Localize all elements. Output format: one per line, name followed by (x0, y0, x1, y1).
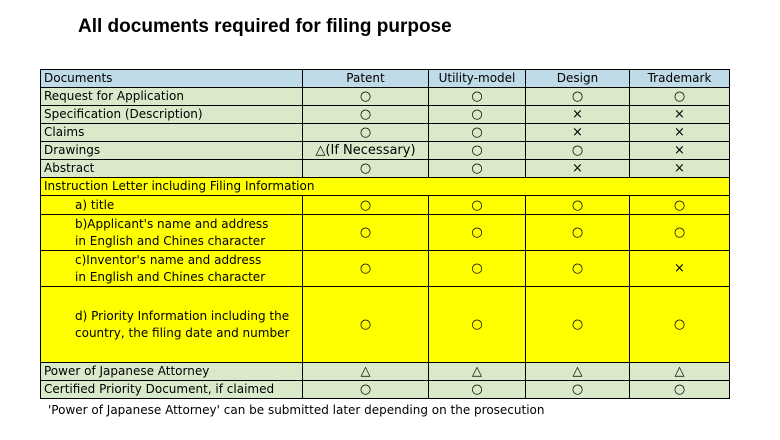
cell-trademark: × (630, 251, 730, 287)
table-header-row (41, 70, 730, 88)
cell-utility-model: ○ (429, 251, 526, 287)
table-row (41, 106, 730, 124)
cell-patent: ○ (303, 160, 429, 178)
table-row (41, 142, 730, 160)
header-patent: Patent (303, 70, 429, 88)
table-row (41, 287, 730, 363)
cell-trademark: × (630, 160, 730, 178)
header-trademark: Trademark (630, 70, 730, 88)
row-label-line: b)Applicant's name and address (75, 216, 269, 231)
cell-patent: ○ (303, 287, 429, 363)
cell-design: × (526, 106, 630, 124)
cell-design: ○ (526, 142, 630, 160)
cell-utility-model: ○ (429, 287, 526, 363)
row-label: Specification (Description) (41, 106, 303, 124)
row-label-line: in English and Chines character (75, 233, 266, 248)
cell-design: ○ (526, 196, 630, 215)
cell-trademark: × (630, 124, 730, 142)
cell-design: △ (526, 363, 630, 381)
cell-patent: ○ (303, 251, 429, 287)
cell-patent: ○ (303, 88, 429, 106)
instruction-section-row (41, 178, 730, 196)
cell-utility-model: ○ (429, 381, 526, 399)
row-label (41, 251, 303, 287)
cell-utility-model: ○ (429, 160, 526, 178)
cell-patent: △ (303, 363, 429, 381)
cell-patent: ○ (303, 196, 429, 215)
cell-utility-model: ○ (429, 106, 526, 124)
cell-patent: ○ (303, 124, 429, 142)
footnote: 'Power of Japanese Attorney' can be submitted later depending on the prosecution (48, 403, 545, 417)
cell-design: × (526, 160, 630, 178)
cell-design: ○ (526, 381, 630, 399)
instruction-heading: Instruction Letter including Filing Information (41, 178, 730, 196)
cell-design: × (526, 124, 630, 142)
header-documents: Documents (41, 70, 303, 88)
cell-trademark: △ (630, 363, 730, 381)
table-row (41, 88, 730, 106)
row-label: Certified Priority Document, if claimed (41, 381, 303, 399)
row-label: Request for Application (41, 88, 303, 106)
cell-design: ○ (526, 287, 630, 363)
row-label (41, 215, 303, 251)
table-row (41, 251, 730, 287)
row-label: Abstract (41, 160, 303, 178)
cell-utility-model: ○ (429, 142, 526, 160)
table-row (41, 160, 730, 178)
cell-patent: ○ (303, 106, 429, 124)
row-label: Drawings (41, 142, 303, 160)
cell-trademark: ○ (630, 287, 730, 363)
table-row (41, 196, 730, 215)
table-row (41, 215, 730, 251)
row-label: Power of Japanese Attorney (41, 363, 303, 381)
cell-utility-model: △ (429, 363, 526, 381)
row-label-line: in English and Chines character (75, 269, 266, 284)
row-label (41, 196, 303, 215)
header-design: Design (526, 70, 630, 88)
row-label: Claims (41, 124, 303, 142)
cell-utility-model: ○ (429, 88, 526, 106)
header-utility-model: Utility-model (429, 70, 526, 88)
cell-design: ○ (526, 215, 630, 251)
row-label-line: c)Inventor's name and address (75, 252, 262, 267)
row-label (41, 287, 303, 363)
cell-trademark: × (630, 142, 730, 160)
cell-design: ○ (526, 88, 630, 106)
cell-trademark: ○ (630, 381, 730, 399)
cell-utility-model: ○ (429, 124, 526, 142)
table-row (41, 363, 730, 381)
cell-trademark: × (630, 106, 730, 124)
page-title: All documents required for filing purpose (78, 16, 452, 37)
row-label-line: country, the filing date and number (75, 325, 290, 340)
table-row (41, 124, 730, 142)
cell-utility-model: ○ (429, 215, 526, 251)
cell-trademark: ○ (630, 215, 730, 251)
cell-trademark: ○ (630, 88, 730, 106)
row-label-line: a) title (75, 197, 115, 212)
row-label-line: d) Priority Information including the (75, 308, 290, 323)
documents-table (40, 69, 730, 399)
cell-patent: ○ (303, 381, 429, 399)
table-row (41, 381, 730, 399)
cell-design: ○ (526, 251, 630, 287)
cell-trademark: ○ (630, 196, 730, 215)
cell-utility-model: ○ (429, 196, 526, 215)
cell-patent: △(If Necessary) (303, 142, 429, 160)
cell-patent: ○ (303, 215, 429, 251)
